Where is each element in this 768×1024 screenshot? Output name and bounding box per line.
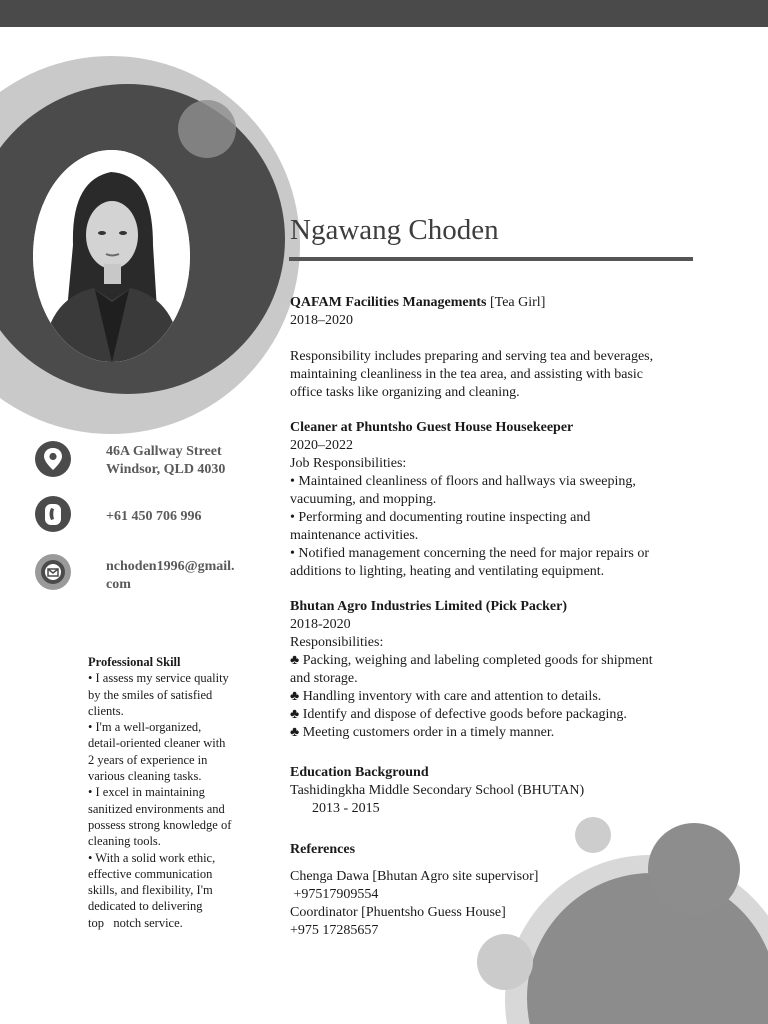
job-line: • Performing and documenting routine inspecting and bbox=[290, 510, 591, 525]
skill-line: • With a solid work ethic, bbox=[88, 850, 216, 865]
reference-line: Coordinator [Phuentsho Guess House] bbox=[290, 905, 506, 920]
references-heading: References bbox=[290, 842, 356, 857]
top-banner bbox=[0, 0, 768, 27]
phone-number[interactable]: +61 450 706 996 bbox=[106, 509, 202, 524]
professional-skill-section bbox=[88, 654, 263, 931]
skill-line: top notch service. bbox=[88, 915, 183, 930]
skill-line: • I excel in maintaining bbox=[88, 785, 205, 800]
reference-line: +97517909554 bbox=[290, 887, 379, 902]
job-line: ♣ Handling inventory with care and attention to details. bbox=[290, 689, 602, 704]
email-address[interactable] bbox=[106, 558, 235, 594]
job-phuntsho bbox=[290, 419, 710, 581]
skill-line: clients. bbox=[88, 703, 124, 718]
skill-line: effective communication bbox=[88, 866, 213, 881]
job-line: and storage. bbox=[290, 671, 358, 686]
skill-line: • I assess my service quality bbox=[88, 671, 229, 686]
email-line-1: nchoden1996@gmail. bbox=[106, 559, 235, 574]
address-line-2: Windsor, QLD 4030 bbox=[106, 462, 226, 477]
phone-icon bbox=[35, 496, 71, 532]
skill-line: skills, and flexibility, I'm bbox=[88, 883, 213, 898]
skill-line: 2 years of experience in bbox=[88, 752, 208, 767]
email-line-2: com bbox=[106, 577, 131, 592]
skill-line: sanitized environments and bbox=[88, 801, 225, 816]
job-line: • Notified management concerning the need for major repairs or bbox=[290, 546, 650, 561]
skill-line: various cleaning tasks. bbox=[88, 769, 202, 784]
name-divider bbox=[289, 257, 693, 261]
education-heading: Education Background bbox=[290, 765, 429, 780]
education-section bbox=[290, 764, 710, 818]
job-dates: 2018-2020 bbox=[290, 617, 351, 632]
job-line: ♣ Identify and dispose of defective goods before packaging. bbox=[290, 707, 627, 722]
education-years: 2013 - 2015 bbox=[312, 801, 380, 816]
job-line: additions to lighting, heating and ventilating equipment. bbox=[290, 564, 605, 579]
job-line: Job Responsibilities: bbox=[290, 456, 407, 471]
job-line: Responsibility includes preparing and serving tea and beverages, bbox=[290, 349, 654, 364]
job-qafam bbox=[290, 294, 710, 402]
job-dates: 2020–2022 bbox=[290, 438, 353, 453]
skill-line: • I'm a well-organized, bbox=[88, 720, 202, 735]
decorative-circle-left bbox=[477, 934, 533, 990]
reference-line: +975 17285657 bbox=[290, 923, 379, 938]
professional-skill-heading: Professional Skill bbox=[88, 655, 181, 669]
job-role: [Tea Girl] bbox=[486, 295, 546, 310]
job-title: Bhutan Agro Industries Limited (Pick Packer) bbox=[290, 599, 568, 614]
address bbox=[106, 443, 225, 479]
skill-line: cleaning tools. bbox=[88, 834, 161, 849]
job-dates: 2018–2020 bbox=[290, 313, 353, 328]
skill-line: detail-oriented cleaner with bbox=[88, 736, 226, 751]
references-section bbox=[290, 841, 710, 940]
job-title: Cleaner at Phuntsho Guest House Housekeeper bbox=[290, 420, 574, 435]
job-title: QAFAM Facilities Managements bbox=[290, 295, 487, 310]
profile-photo bbox=[33, 150, 190, 362]
email-icon bbox=[35, 554, 71, 590]
reference-line: Chenga Dawa [Bhutan Agro site supervisor] bbox=[290, 869, 539, 884]
portrait-image bbox=[33, 150, 190, 362]
job-line: vacuuming, and mopping. bbox=[290, 492, 437, 507]
job-line: maintaining cleanliness in the tea area, and assisting with basic bbox=[290, 367, 644, 382]
job-line: ♣ Meeting customers order in a timely manner. bbox=[290, 725, 555, 740]
education-school: Tashidingkha Middle Secondary School (BHUTAN) bbox=[290, 783, 585, 798]
address-line-1: 46A Gallway Street bbox=[106, 444, 222, 459]
skill-line: dedicated to delivering bbox=[88, 899, 203, 914]
job-heading bbox=[290, 294, 710, 312]
job-bhutan-agro bbox=[290, 598, 710, 742]
job-line: maintenance activities. bbox=[290, 528, 419, 543]
job-line: office tasks like organizing and cleaning. bbox=[290, 385, 520, 400]
skill-line: by the smiles of satisfied bbox=[88, 687, 213, 702]
job-line: ♣ Packing, weighing and labeling completed goods for shipment bbox=[290, 653, 653, 668]
job-line: • Maintained cleanliness of floors and hallways via sweeping, bbox=[290, 474, 636, 489]
location-pin-icon bbox=[35, 441, 71, 477]
skill-line: possess strong knowledge of bbox=[88, 817, 232, 832]
job-line: Responsibilities: bbox=[290, 635, 384, 650]
candidate-name: Ngawang Choden bbox=[290, 214, 499, 246]
